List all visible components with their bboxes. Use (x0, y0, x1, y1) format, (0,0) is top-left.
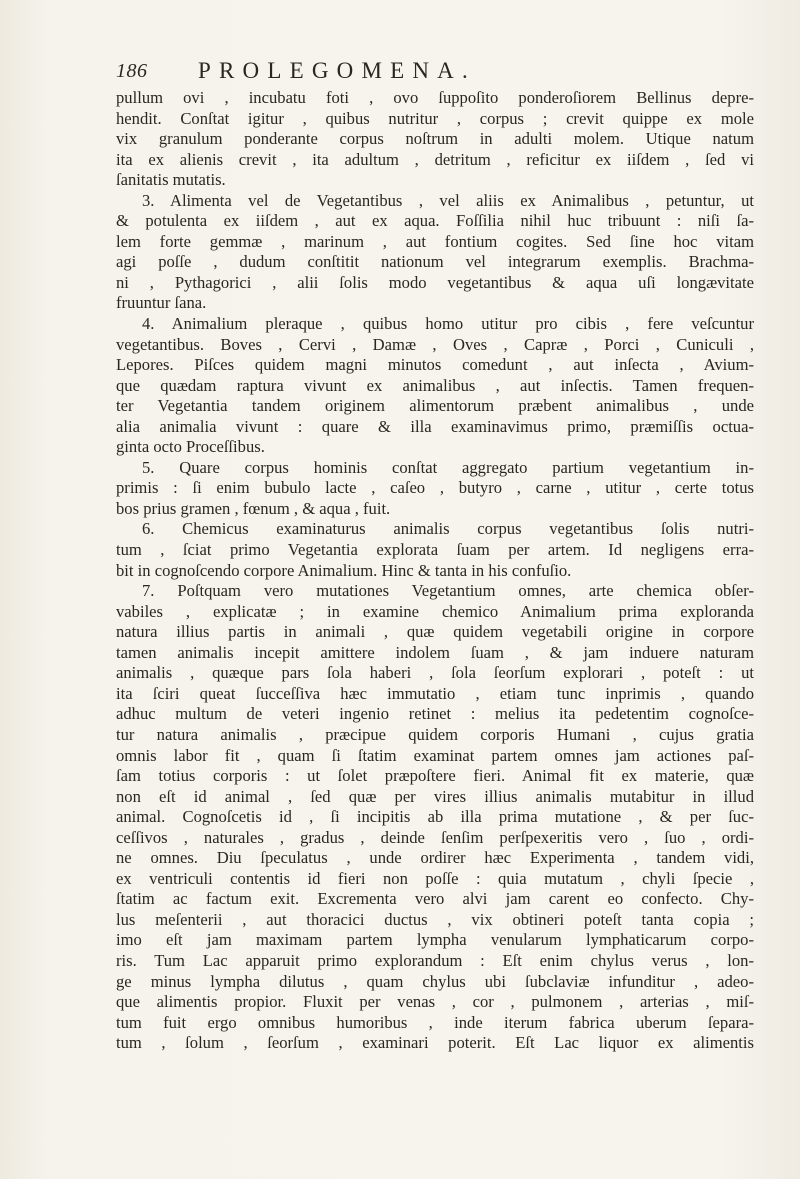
text-line: ceſſivos , naturales , gradus , deinde ſenſim perſpexeritis vero , ſuo , ordi- (116, 827, 754, 847)
text-line: ge minus lympha dilutus , quam chylus ubi ſubclaviæ infunditur , adeo- (116, 971, 754, 991)
text-line: tum , ſolum , ſeorſum , examinari poterit. Eſt Lac liquor ex alimentis (116, 1033, 754, 1053)
text-line: non eſt id animal , ſed quæ per vires illius animalis mutabitur in illud (116, 786, 754, 806)
text-line: bos prius gramen , fœnum , & aqua , fuit. (116, 498, 391, 518)
text-line: alia animalia vivunt : quare & illa examinavimus primo, præmiſſis octua- (116, 416, 754, 436)
text-line: & potulenta ex iiſdem , aut ex aqua. Foſſilia nihil huc tribuunt : niſi ſa- (116, 211, 754, 231)
text-line: lem forte gemmæ , marinum , aut fontium cogites. Sed ſine hoc vitam (116, 231, 754, 251)
text-line: adhuc multum de veteri ingenio retinet : melius ita pedetentim cognoſce- (116, 704, 754, 724)
text-line: natura illius partis in animali , quæ quidem vegetabili origine in corpore (116, 622, 754, 642)
text-line: ris. Tum Lac apparuit primo explorandum : Eſt enim chylus verus , lon- (116, 950, 754, 970)
text-line: ne omnes. Diu ſpeculatus , unde ordirer hæc Experimenta , tandem vidi, (116, 848, 754, 868)
text-line: fruuntur ſana. (116, 293, 207, 313)
text-line: ita ſciri queat ſucceſſiva hæc immutatio , etiam tunc inprimis , quando (116, 683, 754, 703)
text-line: ginta octo Proceſſibus. (116, 437, 265, 457)
text-line: ſanitatis mutatis. (116, 170, 226, 190)
text-line: 7. Poſtquam vero mutationes Vegetantium omnes, arte chemica obſer- (142, 581, 754, 601)
text-line: agi poſſe , dudum conſtitit nationum vel integrarum exemplis. Brachma- (116, 252, 754, 272)
text-line: ter Vegetantia tandem originem alimentorum præbent animalibus , unde (116, 396, 754, 416)
text-line: lus meſenterii , aut thoracici ductus , vix obtineri poteſt tanta copia ; (116, 909, 754, 929)
text-line: ſam totius corporis : ut ſolet præpoſtere fieri. Animal fit ex materie, quæ (116, 766, 754, 786)
text-line: 6. Chemicus examinaturus animalis corpus vegetantibus ſolis nutri- (142, 519, 754, 539)
body-text (116, 88, 754, 1054)
text-line: Lepores. Piſces quidem magni minutos comedunt , aut inſecta , Avium- (116, 355, 754, 375)
text-line: 3. Alimenta vel de Vegetantibus , vel aliis ex Animalibus , petuntur, ut (142, 190, 754, 210)
text-line: ita ex alienis crevit , ita adultum , detritum , reficitur ex iiſdem , ſed vi (116, 149, 754, 169)
text-line: vix granulum ponderante corpus noſtrum in adulti molem. Utique natum (116, 129, 754, 149)
text-line: imo eſt jam maximam partem lympha venularum lymphaticarum corpo- (116, 930, 754, 950)
page-number: 186 (116, 60, 148, 82)
text-line: 4. Animalium pleraque , quibus homo utitur pro cibis , fere veſcuntur (142, 314, 754, 334)
text-line: tamen animalis incepit amittere indolem ſuam , & jam induere naturam (116, 642, 754, 662)
text-line: vegetantibus. Boves , Cervi , Damæ , Oves , Capræ , Porci , Cuniculi , (116, 334, 754, 354)
text-line: 5. Quare corpus hominis conſtat aggregato partium vegetantium in- (142, 457, 754, 477)
text-line: ſtatim ac factum exit. Excrementa vero alvi jam carent eo confecto. Chy- (116, 889, 754, 909)
text-line: animalis , quæque pars ſola haberi , ſola ſeorſum explorari , poteſt : ut (116, 663, 754, 683)
text-line: ex ventriculi contentis id fieri non poſſe : quia mutatum , chyli ſpecie , (116, 868, 754, 888)
text-line: tum , ſciat primo Vegetantia explorata ſuam per artem. Id negligens erra- (116, 540, 754, 560)
text-line: hendit. Conſtat igitur , quibus nutritur , corpus ; crevit quippe ex mole (116, 108, 754, 128)
text-line: vabiles , explicatæ ; in examine chemico Animalium prima exploranda (116, 601, 754, 621)
text-line: omnis labor fit , quam ſi ſtatim examinat partem omnes jam actiones paſ- (116, 745, 754, 765)
page-header (116, 58, 740, 88)
text-line: que quædam raptura vivunt ex animalibus , aut inſectis. Tamen frequen- (116, 375, 754, 395)
text-line: ni , Pythagorici , alii ſolis modo vegetantibus & aqua uſi longævitate (116, 272, 754, 292)
text-line: pullum ovi , incubatu foti , ovo ſuppoſito ponderoſiorem Bellinus depre- (116, 88, 754, 107)
text-line: que alimentis propior. Fluxit per venas , cor , pulmonem , arterias , miſ- (116, 992, 754, 1012)
text-line: bit in cognoſcendo corpore Animalium. Hinc & tanta in his confuſio. (116, 560, 572, 580)
text-line: animal. Cognoſcetis id , ſi incipitis ab illa prima mutatione , & per ſuc- (116, 807, 754, 827)
text-line: tur natura animalis , præcipue quidem corporis Humani , cujus gratia (116, 724, 754, 744)
text-line: primis : ſi enim bubulo lacte , caſeo , butyro , carne , utitur , certe totus (116, 478, 754, 498)
text-line: tum fuit ergo omnibus humoribus , inde iterum fabrica uberum ſepara- (116, 1012, 754, 1032)
running-title: PROLEGOMENA. (198, 58, 476, 83)
